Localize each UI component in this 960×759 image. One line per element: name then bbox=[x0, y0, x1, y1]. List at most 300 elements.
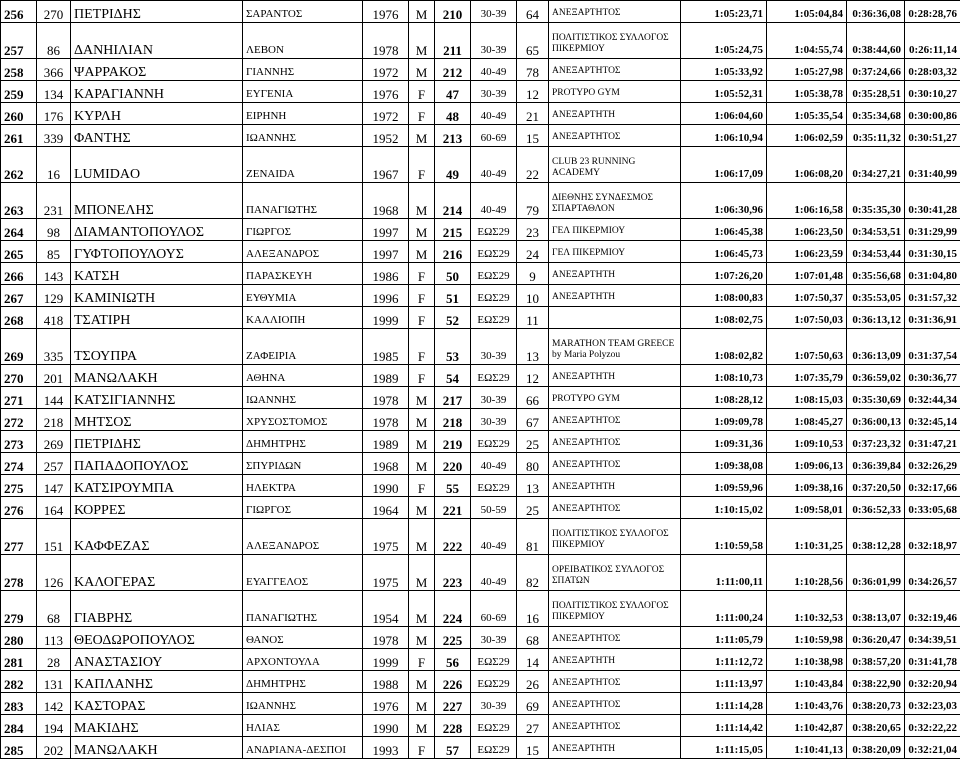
split-1-cell: 0:35:34,68 bbox=[847, 103, 905, 125]
sex-cell: M bbox=[409, 693, 435, 715]
gender-position-cell: 221 bbox=[435, 497, 471, 519]
split-1-cell: 0:35:28,51 bbox=[847, 81, 905, 103]
split-2-cell: 0:32:18,97 bbox=[905, 519, 960, 555]
club-cell: ΠΟΛΙΤΙΣΤΙΚΟΣ ΣΥΛΛΟΓΟΣ ΠΙΚΕΡΜΙΟΥ bbox=[549, 519, 681, 555]
club-cell: ΑΝΕΞΑΡΤΗΤΗ bbox=[549, 649, 681, 671]
gun-time-cell: 1:11:13,97 bbox=[681, 671, 767, 693]
category-rank-cell: 21 bbox=[517, 103, 549, 125]
table-row bbox=[1, 103, 960, 125]
birth-year-cell: 1964 bbox=[363, 497, 409, 519]
table-row bbox=[1, 183, 960, 219]
birth-year-cell: 1976 bbox=[363, 81, 409, 103]
sex-cell: M bbox=[409, 387, 435, 409]
first-name-cell: ΖΑΦΕΙΡΙΑ bbox=[243, 329, 363, 365]
gun-time-cell: 1:11:00,11 bbox=[681, 555, 767, 591]
split-2-cell: 0:31:04,80 bbox=[905, 263, 960, 285]
gun-time-cell: 1:09:59,96 bbox=[681, 475, 767, 497]
category-rank-cell: 68 bbox=[517, 627, 549, 649]
category-rank-cell: 82 bbox=[517, 555, 549, 591]
club-cell: ΑΝΕΞΑΡΤΗΤΗ bbox=[549, 263, 681, 285]
bib-number-cell: 202 bbox=[37, 737, 71, 759]
birth-year-cell: 1988 bbox=[363, 671, 409, 693]
first-name-cell: ΓΙΩΡΓΟΣ bbox=[243, 219, 363, 241]
category-rank-cell: 78 bbox=[517, 59, 549, 81]
gun-time-cell: 1:05:33,92 bbox=[681, 59, 767, 81]
overall-rank-cell: 269 bbox=[1, 329, 37, 365]
table-row bbox=[1, 329, 960, 365]
table-row bbox=[1, 59, 960, 81]
gun-time-cell: 1:06:45,73 bbox=[681, 241, 767, 263]
club-cell: ΑΝΕΞΑΡΤΗΤΗ bbox=[549, 285, 681, 307]
surname-cell: ΤΣΟΥΠΡΑ bbox=[71, 329, 243, 365]
net-time-cell: 1:05:35,54 bbox=[767, 103, 847, 125]
gun-time-cell: 1:11:00,24 bbox=[681, 591, 767, 627]
table-row bbox=[1, 125, 960, 147]
split-1-cell: 0:36:39,84 bbox=[847, 453, 905, 475]
gender-position-cell: 51 bbox=[435, 285, 471, 307]
age-category-cell: 30-39 bbox=[471, 409, 517, 431]
table-row bbox=[1, 241, 960, 263]
club-cell: ΑΝΕΞΑΡΤΗΤΟΣ bbox=[549, 409, 681, 431]
birth-year-cell: 1976 bbox=[363, 1, 409, 23]
first-name-cell: ΙΩΑΝΝΗΣ bbox=[243, 387, 363, 409]
first-name-cell: ΙΩΑΝΝΗΣ bbox=[243, 693, 363, 715]
split-2-cell: 0:31:36,91 bbox=[905, 307, 960, 329]
bib-number-cell: 142 bbox=[37, 693, 71, 715]
overall-rank-cell: 275 bbox=[1, 475, 37, 497]
split-2-cell: 0:31:37,54 bbox=[905, 329, 960, 365]
split-1-cell: 0:37:20,50 bbox=[847, 475, 905, 497]
split-2-cell: 0:33:05,68 bbox=[905, 497, 960, 519]
birth-year-cell: 1990 bbox=[363, 475, 409, 497]
gun-time-cell: 1:09:38,08 bbox=[681, 453, 767, 475]
split-1-cell: 0:37:24,66 bbox=[847, 59, 905, 81]
surname-cell: ΜΑΚΙΔΗΣ bbox=[71, 715, 243, 737]
bib-number-cell: 86 bbox=[37, 23, 71, 59]
age-category-cell: 40-49 bbox=[471, 147, 517, 183]
age-category-cell: 40-49 bbox=[471, 453, 517, 475]
club-cell: ΟΡΕΙΒΑΤΙΚΟΣ ΣΥΛΛΟΓΟΣ ΣΠΑΤΩΝ bbox=[549, 555, 681, 591]
age-category-cell: ΕΩΣ29 bbox=[471, 475, 517, 497]
birth-year-cell: 1989 bbox=[363, 365, 409, 387]
gender-position-cell: 222 bbox=[435, 519, 471, 555]
bib-number-cell: 418 bbox=[37, 307, 71, 329]
sex-cell: F bbox=[409, 81, 435, 103]
bib-number-cell: 194 bbox=[37, 715, 71, 737]
sex-cell: M bbox=[409, 23, 435, 59]
net-time-cell: 1:06:23,50 bbox=[767, 219, 847, 241]
overall-rank-cell: 262 bbox=[1, 147, 37, 183]
birth-year-cell: 1986 bbox=[363, 263, 409, 285]
age-category-cell: 40-49 bbox=[471, 519, 517, 555]
overall-rank-cell: 265 bbox=[1, 241, 37, 263]
split-2-cell: 0:26:11,14 bbox=[905, 23, 960, 59]
first-name-cell: ΓΙΩΡΓΟΣ bbox=[243, 497, 363, 519]
sex-cell: M bbox=[409, 125, 435, 147]
first-name-cell: ΑΘΗΝΑ bbox=[243, 365, 363, 387]
split-2-cell: 0:28:03,32 bbox=[905, 59, 960, 81]
table-row bbox=[1, 409, 960, 431]
split-2-cell: 0:28:28,76 bbox=[905, 1, 960, 23]
birth-year-cell: 1952 bbox=[363, 125, 409, 147]
split-2-cell: 0:31:40,99 bbox=[905, 147, 960, 183]
category-rank-cell: 69 bbox=[517, 693, 549, 715]
age-category-cell: ΕΩΣ29 bbox=[471, 737, 517, 759]
gender-position-cell: 215 bbox=[435, 219, 471, 241]
surname-cell: ΓΙΑΒΡΗΣ bbox=[71, 591, 243, 627]
gun-time-cell: 1:05:52,31 bbox=[681, 81, 767, 103]
split-1-cell: 0:36:00,13 bbox=[847, 409, 905, 431]
sex-cell: M bbox=[409, 497, 435, 519]
overall-rank-cell: 280 bbox=[1, 627, 37, 649]
club-cell: ΠΟΛΙΤΙΣΤΙΚΟΣ ΣΥΛΛΟΓΟΣ ΠΙΚΕΡΜΙΟΥ bbox=[549, 23, 681, 59]
gender-position-cell: 53 bbox=[435, 329, 471, 365]
category-rank-cell: 13 bbox=[517, 329, 549, 365]
first-name-cell: ΣΑΡΑΝΤΟΣ bbox=[243, 1, 363, 23]
sex-cell: M bbox=[409, 555, 435, 591]
table-row bbox=[1, 365, 960, 387]
gun-time-cell: 1:05:24,75 bbox=[681, 23, 767, 59]
age-category-cell: ΕΩΣ29 bbox=[471, 263, 517, 285]
bib-number-cell: 143 bbox=[37, 263, 71, 285]
sex-cell: F bbox=[409, 649, 435, 671]
net-time-cell: 1:07:50,37 bbox=[767, 285, 847, 307]
category-rank-cell: 79 bbox=[517, 183, 549, 219]
gun-time-cell: 1:06:10,94 bbox=[681, 125, 767, 147]
first-name-cell: ΓΙΑΝΝΗΣ bbox=[243, 59, 363, 81]
bib-number-cell: 147 bbox=[37, 475, 71, 497]
category-rank-cell: 25 bbox=[517, 497, 549, 519]
surname-cell: ΚΑΜΙΝΙΩΤΗ bbox=[71, 285, 243, 307]
gender-position-cell: 216 bbox=[435, 241, 471, 263]
first-name-cell: ΙΩΑΝΝΗΣ bbox=[243, 125, 363, 147]
split-1-cell: 0:36:52,33 bbox=[847, 497, 905, 519]
surname-cell: ΜΗΤΣΟΣ bbox=[71, 409, 243, 431]
category-rank-cell: 25 bbox=[517, 431, 549, 453]
overall-rank-cell: 278 bbox=[1, 555, 37, 591]
overall-rank-cell: 281 bbox=[1, 649, 37, 671]
split-1-cell: 0:38:57,20 bbox=[847, 649, 905, 671]
gender-position-cell: 48 bbox=[435, 103, 471, 125]
overall-rank-cell: 266 bbox=[1, 263, 37, 285]
gun-time-cell: 1:11:15,05 bbox=[681, 737, 767, 759]
sex-cell: F bbox=[409, 147, 435, 183]
surname-cell: ΨΑΡΡΑΚΟΣ bbox=[71, 59, 243, 81]
net-time-cell: 1:05:38,78 bbox=[767, 81, 847, 103]
birth-year-cell: 1990 bbox=[363, 715, 409, 737]
age-category-cell: 30-39 bbox=[471, 23, 517, 59]
birth-year-cell: 1978 bbox=[363, 409, 409, 431]
sex-cell: M bbox=[409, 219, 435, 241]
birth-year-cell: 1972 bbox=[363, 59, 409, 81]
net-time-cell: 1:06:16,58 bbox=[767, 183, 847, 219]
net-time-cell: 1:10:31,25 bbox=[767, 519, 847, 555]
age-category-cell: 60-69 bbox=[471, 591, 517, 627]
net-time-cell: 1:10:38,98 bbox=[767, 649, 847, 671]
age-category-cell: 40-49 bbox=[471, 59, 517, 81]
table-row bbox=[1, 627, 960, 649]
gender-position-cell: 210 bbox=[435, 1, 471, 23]
club-cell: ΑΝΕΞΑΡΤΗΤΟΣ bbox=[549, 715, 681, 737]
gender-position-cell: 47 bbox=[435, 81, 471, 103]
overall-rank-cell: 257 bbox=[1, 23, 37, 59]
first-name-cell: ΕΥΑΓΓΕΛΟΣ bbox=[243, 555, 363, 591]
first-name-cell: ΔΗΜΗΤΡΗΣ bbox=[243, 671, 363, 693]
bib-number-cell: 335 bbox=[37, 329, 71, 365]
net-time-cell: 1:04:55,74 bbox=[767, 23, 847, 59]
first-name-cell: ΑΛΕΞΑΝΔΡΟΣ bbox=[243, 519, 363, 555]
first-name-cell: ΘΑΝΟΣ bbox=[243, 627, 363, 649]
overall-rank-cell: 261 bbox=[1, 125, 37, 147]
first-name-cell: ΛΕΒΟΝ bbox=[243, 23, 363, 59]
age-category-cell: 30-39 bbox=[471, 81, 517, 103]
surname-cell: ΜΠΟΝΕΛΗΣ bbox=[71, 183, 243, 219]
club-cell: ΑΝΕΞΑΡΤΗΤΟΣ bbox=[549, 693, 681, 715]
split-2-cell: 0:32:19,46 bbox=[905, 591, 960, 627]
net-time-cell: 1:08:45,27 bbox=[767, 409, 847, 431]
net-time-cell: 1:05:04,84 bbox=[767, 1, 847, 23]
age-category-cell: ΕΩΣ29 bbox=[471, 307, 517, 329]
table-row bbox=[1, 307, 960, 329]
birth-year-cell: 1975 bbox=[363, 519, 409, 555]
split-2-cell: 0:32:44,34 bbox=[905, 387, 960, 409]
sex-cell: F bbox=[409, 475, 435, 497]
gun-time-cell: 1:09:09,78 bbox=[681, 409, 767, 431]
category-rank-cell: 26 bbox=[517, 671, 549, 693]
birth-year-cell: 1989 bbox=[363, 431, 409, 453]
club-cell: ΑΝΕΞΑΡΤΗΤΗ bbox=[549, 103, 681, 125]
category-rank-cell: 27 bbox=[517, 715, 549, 737]
net-time-cell: 1:10:41,13 bbox=[767, 737, 847, 759]
gender-position-cell: 213 bbox=[435, 125, 471, 147]
bib-number-cell: 269 bbox=[37, 431, 71, 453]
sex-cell: F bbox=[409, 365, 435, 387]
age-category-cell: 30-39 bbox=[471, 693, 517, 715]
split-1-cell: 0:37:23,32 bbox=[847, 431, 905, 453]
table-row bbox=[1, 649, 960, 671]
bib-number-cell: 339 bbox=[37, 125, 71, 147]
birth-year-cell: 1954 bbox=[363, 591, 409, 627]
gender-position-cell: 223 bbox=[435, 555, 471, 591]
sex-cell: F bbox=[409, 307, 435, 329]
age-category-cell: 60-69 bbox=[471, 125, 517, 147]
gun-time-cell: 1:08:10,73 bbox=[681, 365, 767, 387]
surname-cell: ΠΕΤΡΙΔΗΣ bbox=[71, 431, 243, 453]
first-name-cell: ΔΗΜΗΤΡΗΣ bbox=[243, 431, 363, 453]
sex-cell: M bbox=[409, 627, 435, 649]
birth-year-cell: 1999 bbox=[363, 649, 409, 671]
sex-cell: M bbox=[409, 1, 435, 23]
split-1-cell: 0:35:11,32 bbox=[847, 125, 905, 147]
gender-position-cell: 56 bbox=[435, 649, 471, 671]
overall-rank-cell: 267 bbox=[1, 285, 37, 307]
gender-position-cell: 225 bbox=[435, 627, 471, 649]
gun-time-cell: 1:06:17,09 bbox=[681, 147, 767, 183]
overall-rank-cell: 271 bbox=[1, 387, 37, 409]
first-name-cell: ΗΛΙΑΣ bbox=[243, 715, 363, 737]
first-name-cell: ΕΥΓΕΝΙΑ bbox=[243, 81, 363, 103]
surname-cell: LUMIDAO bbox=[71, 147, 243, 183]
category-rank-cell: 9 bbox=[517, 263, 549, 285]
split-2-cell: 0:32:45,14 bbox=[905, 409, 960, 431]
birth-year-cell: 1976 bbox=[363, 693, 409, 715]
category-rank-cell: 15 bbox=[517, 125, 549, 147]
table-row bbox=[1, 519, 960, 555]
gun-time-cell: 1:11:05,79 bbox=[681, 627, 767, 649]
sex-cell: M bbox=[409, 519, 435, 555]
first-name-cell: ΑΛΕΞΑΝΔΡΟΣ bbox=[243, 241, 363, 263]
gun-time-cell: 1:09:31,36 bbox=[681, 431, 767, 453]
net-time-cell: 1:10:28,56 bbox=[767, 555, 847, 591]
table-row bbox=[1, 263, 960, 285]
gender-position-cell: 211 bbox=[435, 23, 471, 59]
birth-year-cell: 1997 bbox=[363, 241, 409, 263]
split-1-cell: 0:38:13,07 bbox=[847, 591, 905, 627]
net-time-cell: 1:10:59,98 bbox=[767, 627, 847, 649]
bib-number-cell: 129 bbox=[37, 285, 71, 307]
table-row bbox=[1, 475, 960, 497]
bib-number-cell: 218 bbox=[37, 409, 71, 431]
split-1-cell: 0:35:56,68 bbox=[847, 263, 905, 285]
category-rank-cell: 16 bbox=[517, 591, 549, 627]
net-time-cell: 1:10:32,53 bbox=[767, 591, 847, 627]
split-2-cell: 0:32:21,04 bbox=[905, 737, 960, 759]
overall-rank-cell: 285 bbox=[1, 737, 37, 759]
gun-time-cell: 1:08:00,83 bbox=[681, 285, 767, 307]
split-1-cell: 0:38:44,60 bbox=[847, 23, 905, 59]
surname-cell: ΚΥΡΛΗ bbox=[71, 103, 243, 125]
gun-time-cell: 1:11:14,42 bbox=[681, 715, 767, 737]
surname-cell: ΠΕΤΡΙΔΗΣ bbox=[71, 1, 243, 23]
split-1-cell: 0:36:13,09 bbox=[847, 329, 905, 365]
table-row bbox=[1, 81, 960, 103]
gun-time-cell: 1:06:04,60 bbox=[681, 103, 767, 125]
table-row bbox=[1, 591, 960, 627]
birth-year-cell: 1968 bbox=[363, 183, 409, 219]
bib-number-cell: 270 bbox=[37, 1, 71, 23]
table-row bbox=[1, 693, 960, 715]
club-cell bbox=[549, 307, 681, 329]
net-time-cell: 1:10:42,87 bbox=[767, 715, 847, 737]
gender-position-cell: 218 bbox=[435, 409, 471, 431]
split-2-cell: 0:30:36,77 bbox=[905, 365, 960, 387]
table-row bbox=[1, 387, 960, 409]
split-1-cell: 0:38:20,73 bbox=[847, 693, 905, 715]
category-rank-cell: 64 bbox=[517, 1, 549, 23]
birth-year-cell: 1999 bbox=[363, 307, 409, 329]
birth-year-cell: 1978 bbox=[363, 23, 409, 59]
sex-cell: M bbox=[409, 715, 435, 737]
table-row bbox=[1, 737, 960, 759]
club-cell: ΑΝΕΞΑΡΤΗΤΟΣ bbox=[549, 1, 681, 23]
bib-number-cell: 176 bbox=[37, 103, 71, 125]
table-row bbox=[1, 555, 960, 591]
category-rank-cell: 14 bbox=[517, 649, 549, 671]
net-time-cell: 1:09:58,01 bbox=[767, 497, 847, 519]
club-cell: ΑΝΕΞΑΡΤΗΤΟΣ bbox=[549, 431, 681, 453]
category-rank-cell: 13 bbox=[517, 475, 549, 497]
net-time-cell: 1:05:27,98 bbox=[767, 59, 847, 81]
gun-time-cell: 1:08:02,82 bbox=[681, 329, 767, 365]
gender-position-cell: 227 bbox=[435, 693, 471, 715]
sex-cell: M bbox=[409, 59, 435, 81]
net-time-cell: 1:10:43,76 bbox=[767, 693, 847, 715]
surname-cell: ΚΑΣΤΟΡΑΣ bbox=[71, 693, 243, 715]
sex-cell: F bbox=[409, 103, 435, 125]
bib-number-cell: 28 bbox=[37, 649, 71, 671]
first-name-cell: ΠΑΝΑΓΙΩΤΗΣ bbox=[243, 591, 363, 627]
sex-cell: M bbox=[409, 453, 435, 475]
first-name-cell: ΕΙΡΗΝΗ bbox=[243, 103, 363, 125]
sex-cell: M bbox=[409, 241, 435, 263]
gender-position-cell: 57 bbox=[435, 737, 471, 759]
bib-number-cell: 257 bbox=[37, 453, 71, 475]
club-cell: PROTYPO GYM bbox=[549, 81, 681, 103]
overall-rank-cell: 259 bbox=[1, 81, 37, 103]
split-1-cell: 0:36:59,02 bbox=[847, 365, 905, 387]
bib-number-cell: 144 bbox=[37, 387, 71, 409]
split-2-cell: 0:32:20,94 bbox=[905, 671, 960, 693]
split-1-cell: 0:35:35,30 bbox=[847, 183, 905, 219]
overall-rank-cell: 263 bbox=[1, 183, 37, 219]
sex-cell: F bbox=[409, 329, 435, 365]
net-time-cell: 1:06:23,59 bbox=[767, 241, 847, 263]
overall-rank-cell: 256 bbox=[1, 1, 37, 23]
results-body bbox=[1, 1, 960, 759]
club-cell: CLUB 23 RUNNING ACADEMY bbox=[549, 147, 681, 183]
category-rank-cell: 81 bbox=[517, 519, 549, 555]
birth-year-cell: 1993 bbox=[363, 737, 409, 759]
club-cell: ΔΙΕΘΝΗΣ ΣΥΝΔΕΣΜΟΣ ΣΠΑΡΤΑΘΛΟΝ bbox=[549, 183, 681, 219]
surname-cell: ΚΑΤΣΙΓΙΑΝΝΗΣ bbox=[71, 387, 243, 409]
split-1-cell: 0:34:27,21 bbox=[847, 147, 905, 183]
split-2-cell: 0:30:00,86 bbox=[905, 103, 960, 125]
overall-rank-cell: 258 bbox=[1, 59, 37, 81]
club-cell: ΑΝΕΞΑΡΤΗΤΟΣ bbox=[549, 497, 681, 519]
club-cell: MARATHON TEAM GREECE by Maria Polyzou bbox=[549, 329, 681, 365]
split-1-cell: 0:36:36,08 bbox=[847, 1, 905, 23]
surname-cell: ΚΑΛΟΓΕΡΑΣ bbox=[71, 555, 243, 591]
first-name-cell: ΑΝΔΡΙΑΝΑ-ΔΕΣΠΟΙ bbox=[243, 737, 363, 759]
gender-position-cell: 226 bbox=[435, 671, 471, 693]
table-row bbox=[1, 147, 960, 183]
split-1-cell: 0:38:12,28 bbox=[847, 519, 905, 555]
age-category-cell: 40-49 bbox=[471, 103, 517, 125]
gun-time-cell: 1:06:30,96 bbox=[681, 183, 767, 219]
age-category-cell: 40-49 bbox=[471, 183, 517, 219]
bib-number-cell: 151 bbox=[37, 519, 71, 555]
category-rank-cell: 67 bbox=[517, 409, 549, 431]
birth-year-cell: 1996 bbox=[363, 285, 409, 307]
gender-position-cell: 212 bbox=[435, 59, 471, 81]
split-2-cell: 0:34:26,57 bbox=[905, 555, 960, 591]
net-time-cell: 1:07:01,48 bbox=[767, 263, 847, 285]
gender-position-cell: 219 bbox=[435, 431, 471, 453]
gun-time-cell: 1:05:23,71 bbox=[681, 1, 767, 23]
overall-rank-cell: 283 bbox=[1, 693, 37, 715]
table-row bbox=[1, 453, 960, 475]
birth-year-cell: 1975 bbox=[363, 555, 409, 591]
net-time-cell: 1:06:08,20 bbox=[767, 147, 847, 183]
overall-rank-cell: 264 bbox=[1, 219, 37, 241]
age-category-cell: ΕΩΣ29 bbox=[471, 241, 517, 263]
split-2-cell: 0:31:41,78 bbox=[905, 649, 960, 671]
overall-rank-cell: 260 bbox=[1, 103, 37, 125]
category-rank-cell: 11 bbox=[517, 307, 549, 329]
category-rank-cell: 66 bbox=[517, 387, 549, 409]
overall-rank-cell: 284 bbox=[1, 715, 37, 737]
category-rank-cell: 12 bbox=[517, 81, 549, 103]
